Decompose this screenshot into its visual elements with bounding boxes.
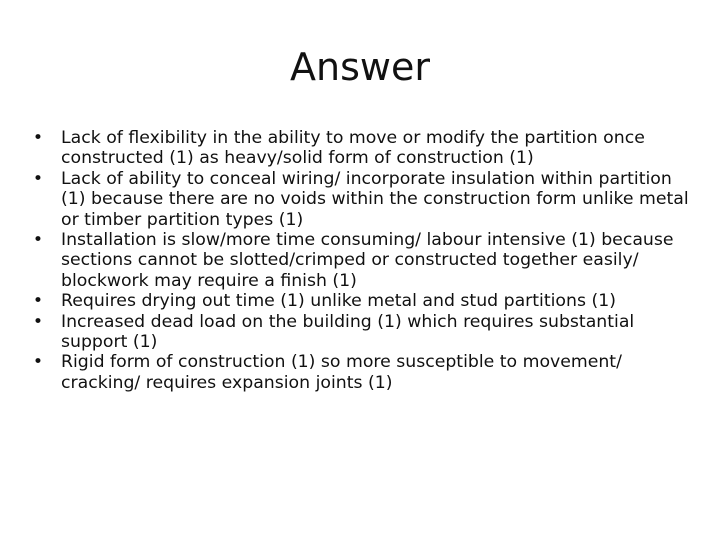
- bullet-item: [30, 312, 698, 353]
- bullet-marker: •: [32, 230, 44, 251]
- bullet-marker: •: [32, 311, 44, 332]
- bullet-marker: •: [32, 128, 44, 148]
- bullet-text: Increased dead load on the building (1) which requires substantial support (1): [61, 311, 635, 353]
- bullet-item: [30, 352, 698, 393]
- bullet-text: Installation is slow/more time consuming/ labour intensive (1) because sections cannot be slotted/crimped or constructed together easily/ blockwork may require a finish (1): [61, 230, 674, 291]
- bullet-text: Rigid form of construction (1) so more susceptible to movement/ cracking/ requires expansion joints (1): [61, 352, 622, 393]
- slide-title: Answer: [290, 45, 430, 89]
- bullet-marker: •: [32, 291, 44, 312]
- bullet-marker: •: [32, 168, 44, 189]
- bullet-text: Lack of ability to conceal wiring/ incorporate insulation within partition (1) because there are no voids within the construction form unlike metal or timber partition types (1): [61, 168, 689, 230]
- bullet-item: [30, 291, 698, 311]
- bullet-item: [30, 169, 698, 230]
- bullet-text: Requires drying out time (1) unlike metal and stud partitions (1): [61, 291, 616, 312]
- bullet-marker: •: [32, 352, 44, 373]
- answer-bullet-list: [30, 128, 698, 393]
- bullet-text: Lack of flexibility in the ability to move or modify the partition once constructed (1) as heavy/solid form of construction (1): [61, 128, 645, 169]
- bullet-item: [30, 128, 698, 169]
- bullet-item: [30, 230, 698, 291]
